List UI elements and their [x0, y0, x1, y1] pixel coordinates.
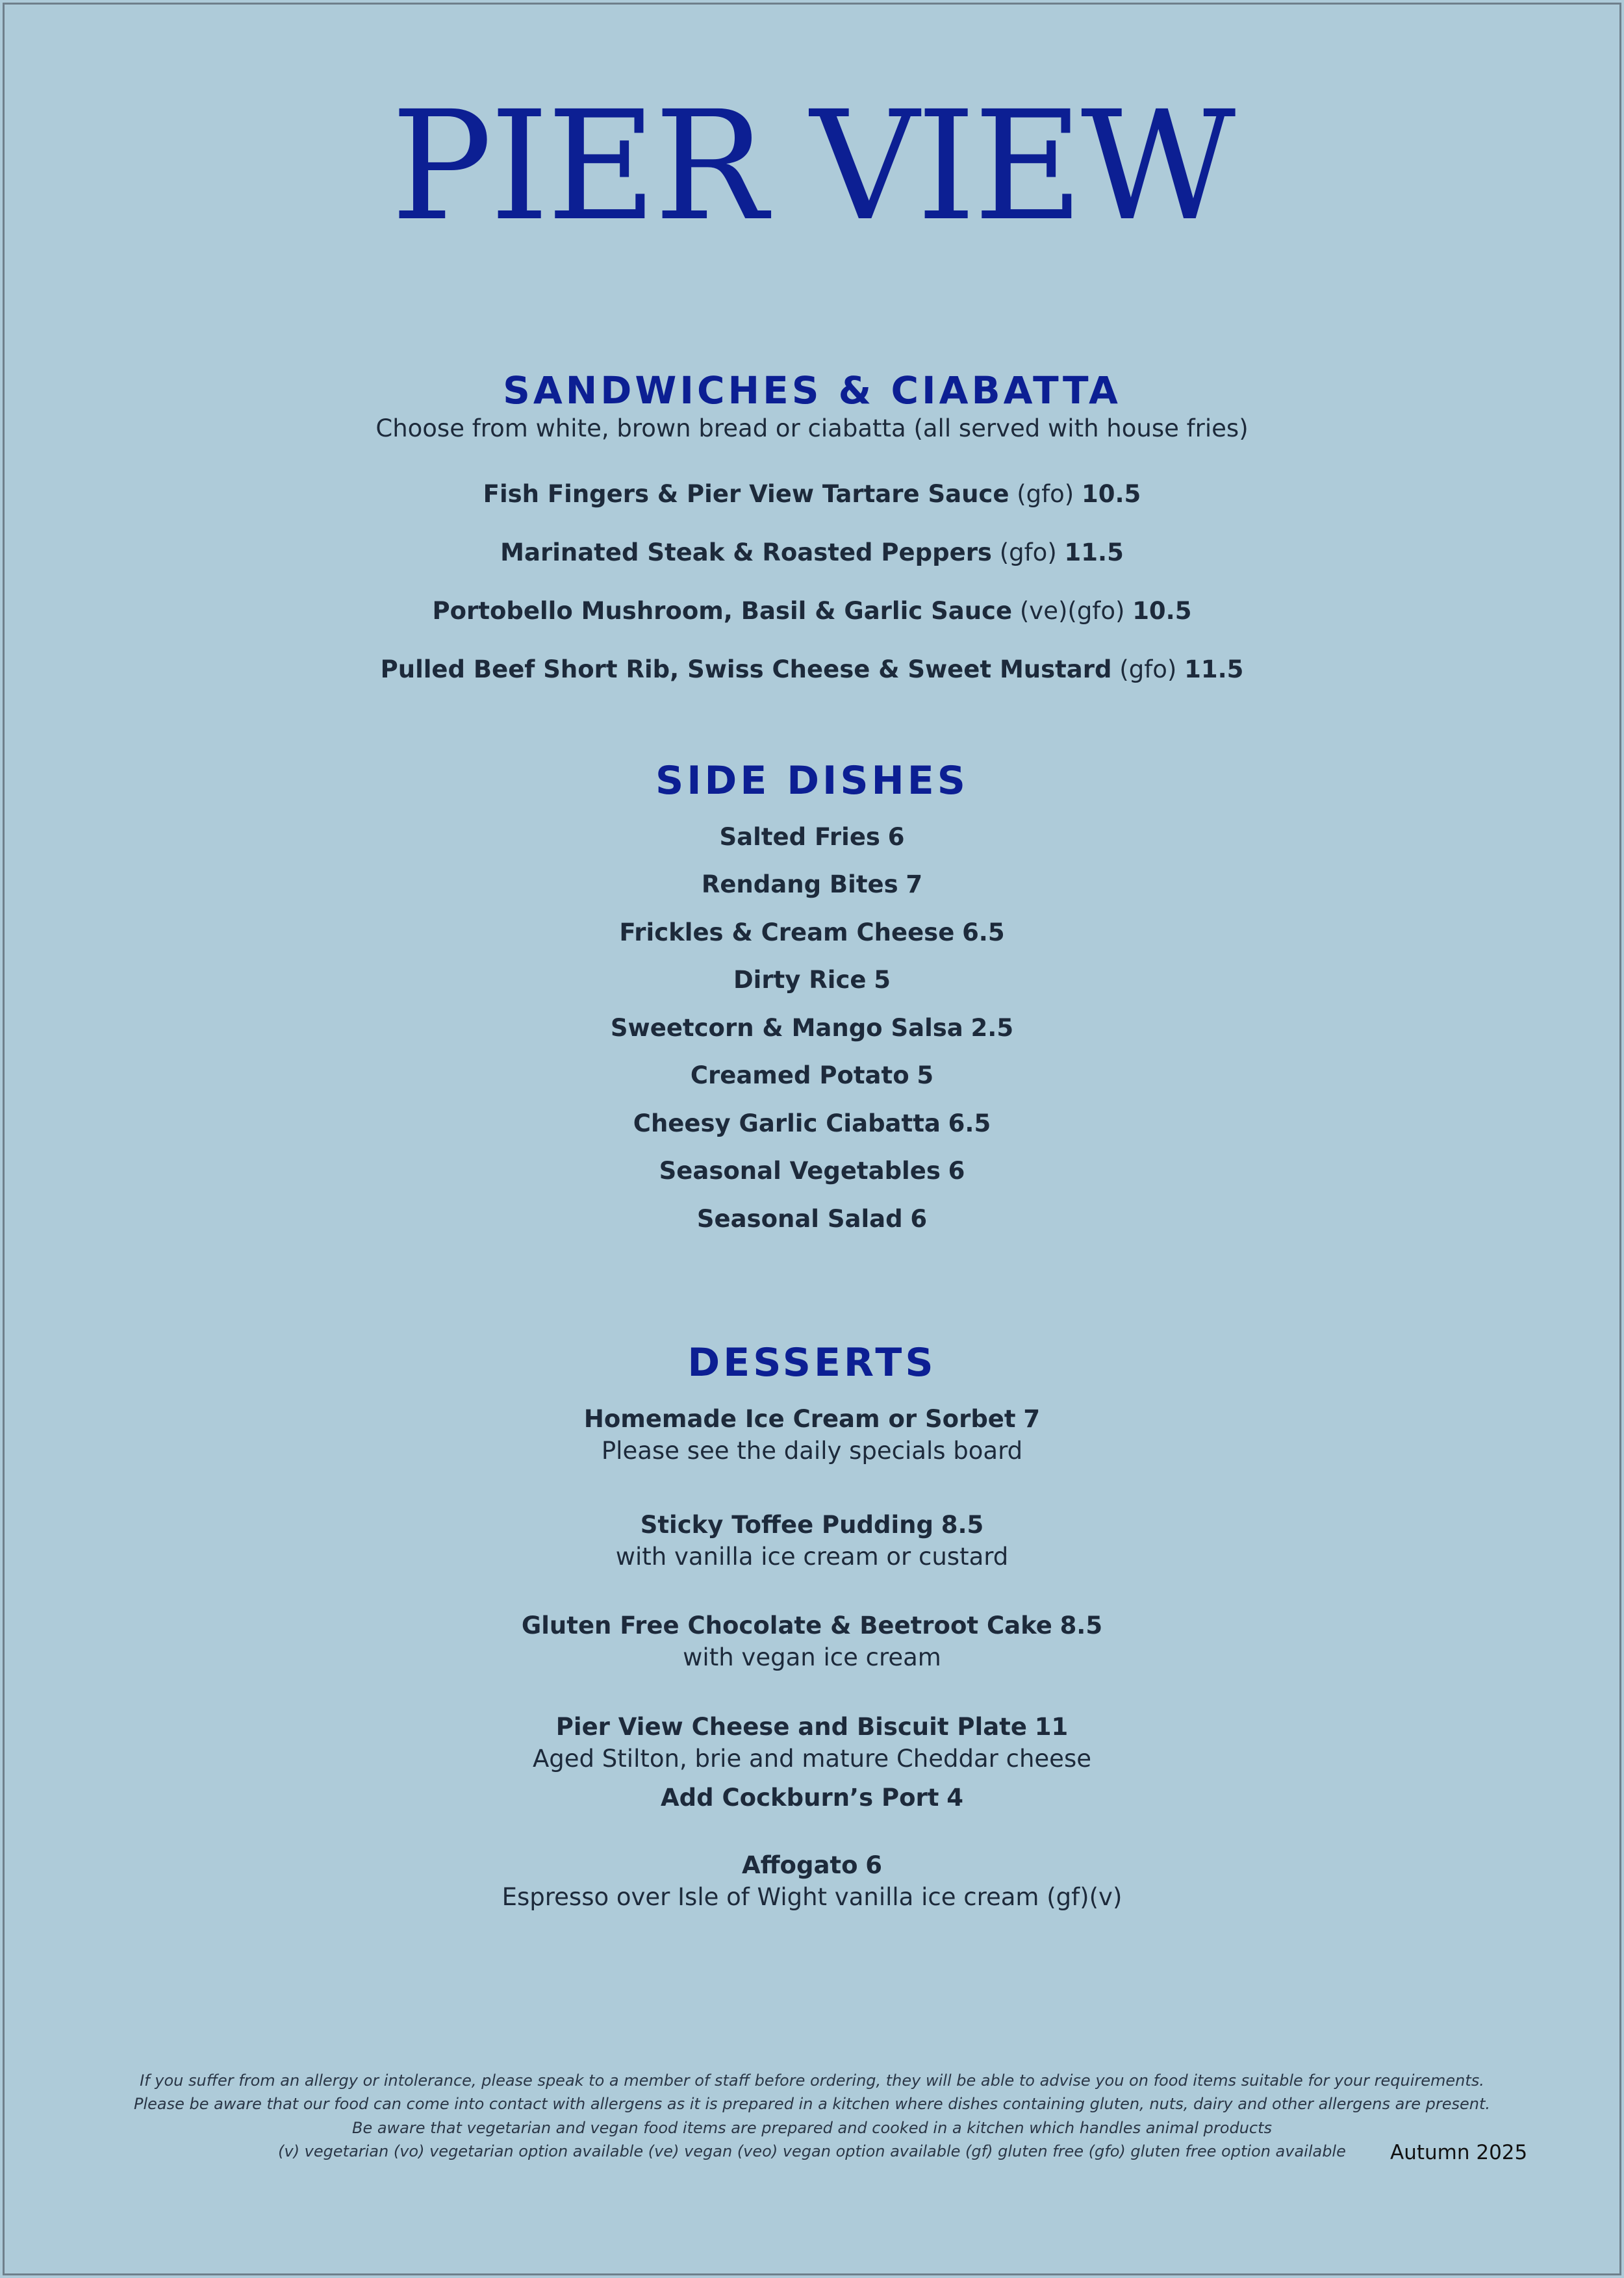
item-price: 2.5	[971, 1014, 1014, 1042]
item-description: Espresso over Isle of Wight vanilla ice cream (gf)(v)	[501, 1883, 1123, 1911]
item-price: 11.5	[1184, 655, 1244, 683]
item-price: 6	[948, 1157, 965, 1185]
item-price: 5	[917, 1061, 934, 1089]
item-price: 7	[906, 870, 923, 898]
menu-item	[0, 599, 1624, 623]
item-name: Pulled Beef Short Rib, Swiss Cheese & Sweet Mustard	[380, 655, 1112, 683]
item-name: Homemade Ice Cream or Sorbet	[583, 1405, 1016, 1433]
dessert-item	[0, 1407, 1624, 1431]
item-price: 11.5	[1064, 538, 1124, 566]
item-name: Fish Fingers & Pier View Tartare Sauce	[483, 480, 1009, 508]
item-name: Portobello Mushroom, Basil & Garlic Sauce	[432, 597, 1013, 625]
side-item	[0, 1063, 1624, 1087]
side-item	[0, 1016, 1624, 1040]
item-description: Please see the daily specials board	[601, 1437, 1023, 1465]
item-price: 5	[874, 966, 891, 994]
side-item	[0, 920, 1624, 944]
dessert-item	[0, 1513, 1624, 1537]
item-name: Dirty Rice	[733, 966, 867, 994]
item-price: 7	[1023, 1405, 1041, 1433]
item-name: Marinated Steak & Roasted Peppers	[500, 538, 992, 566]
item-price: 11	[1034, 1713, 1069, 1741]
item-name: Sweetcorn & Mango Salsa	[610, 1014, 963, 1042]
item-description: with vanilla ice cream or custard	[615, 1543, 1009, 1571]
item-name: Affogato	[741, 1851, 858, 1879]
item-price: 6.5	[962, 918, 1005, 946]
item-description: Aged Stilton, brie and mature Cheddar cheese	[533, 1745, 1091, 1773]
allergen-warning: Please be aware that our food can come into contact with allergens as it is prepared in a kitchen where dishes containing gluten, nuts, dairy and other allergens are present.	[134, 2095, 1490, 2113]
item-price: 8.5	[941, 1511, 984, 1539]
item-name: Sticky Toffee Pudding	[640, 1511, 933, 1539]
side-item	[0, 1111, 1624, 1135]
restaurant-title: PIER VIEW	[390, 79, 1234, 254]
dessert-item	[0, 1853, 1624, 1877]
item-price: 6.5	[948, 1109, 991, 1137]
side-item	[0, 1207, 1624, 1231]
item-dietary-tag: (gfo)	[1017, 480, 1074, 508]
item-dietary-tag: (gfo)	[999, 538, 1057, 566]
item-price: 6	[865, 1851, 883, 1879]
item-name: Frickles & Cream Cheese	[619, 918, 955, 946]
item-name: Creamed Potato	[690, 1061, 909, 1089]
item-price: 6	[887, 823, 905, 851]
season-label: Autumn 2025	[1390, 2141, 1528, 2164]
sandwiches-intro: Choose from white, brown bread or ciabatta (all served with house fries)	[375, 414, 1249, 442]
addon-name: Add Cockburn’s Port	[661, 1784, 939, 1812]
menu-item	[0, 540, 1624, 564]
item-name: Gluten Free Chocolate & Beetroot Cake	[521, 1612, 1052, 1639]
addon-price: 4	[946, 1784, 963, 1812]
side-item	[0, 968, 1624, 992]
addon-item	[0, 1786, 1624, 1810]
page-border	[3, 3, 1621, 2275]
sandwiches-heading: SANDWICHES & CIABATTA	[503, 368, 1121, 412]
item-name: Pier View Cheese and Biscuit Plate	[555, 1713, 1027, 1741]
dessert-item	[0, 1715, 1624, 1739]
side-item	[0, 825, 1624, 849]
item-price: 6	[910, 1205, 928, 1233]
menu-item	[0, 482, 1624, 506]
item-name: Seasonal Salad	[696, 1205, 903, 1233]
item-dietary-tag: (ve)(gfo)	[1019, 597, 1125, 625]
desserts-heading: DESSERTS	[687, 1340, 937, 1386]
side-item	[0, 1159, 1624, 1183]
side-item	[0, 872, 1624, 896]
allergy-notice: If you suffer from an allergy or intolerance, please speak to a member of staff before ordering, they will be able to advise you on food items suitable for your requirements.	[140, 2071, 1484, 2090]
item-name: Salted Fries	[719, 823, 880, 851]
item-name: Rendang Bites	[701, 870, 898, 898]
item-description: with vegan ice cream	[683, 1643, 941, 1671]
menu-item	[0, 657, 1624, 681]
item-price: 8.5	[1059, 1612, 1103, 1639]
dietary-legend: (v) vegetarian (vo) vegetarian option available (ve) vegan (veo) vegan option available (gf) gluten free (gfo) gluten free option available	[278, 2142, 1346, 2160]
dessert-item	[0, 1614, 1624, 1638]
item-name: Cheesy Garlic Ciabatta	[633, 1109, 941, 1137]
side-dishes-heading: SIDE DISHES	[655, 758, 969, 804]
item-price: 10.5	[1132, 597, 1192, 625]
item-price: 10.5	[1082, 480, 1141, 508]
item-name: Seasonal Vegetables	[659, 1157, 941, 1185]
vegetarian-notice: Be aware that vegetarian and vegan food items are prepared and cooked in a kitchen which handles animal products	[351, 2119, 1273, 2137]
item-dietary-tag: (gfo)	[1119, 655, 1177, 683]
